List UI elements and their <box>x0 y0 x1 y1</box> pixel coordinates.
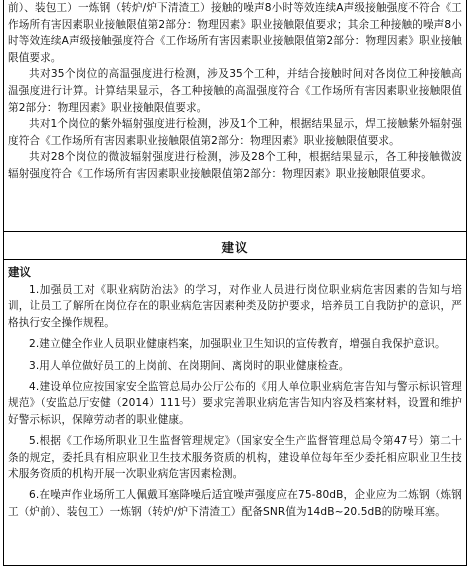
report-page <box>3 0 467 566</box>
uv-finding-paragraph: 共对1个岗位的紫外辐射强度进行检测，涉及1个工种，根据结果显示，焊工接触紫外辐射强度符合《工作场所有害因素职业接触限值第2部分：物理因素》职业接触限值要求。 <box>8 118 462 147</box>
recommendation-item: 4.建设单位应按国家安全监管总局办公厅公布的《用人单位职业病危害告知与警示标识管理规范》（安监总厅安健（2014）111号）要求完善职业病危害告知内容及档案材料，设置和维护好警示标识，保障劳动者的职业健康。 <box>8 381 462 426</box>
recommendation-item: 6.在噪声作业场所工人佩戴耳塞降噪后适宜噪声强度应在75-80dB，企业应为二炼钢（炼钢工（炉前）、装包工）一炼钢（转炉/炉下清渣工）配备SNR值为14dB~20.5dB的防噪耳塞。 <box>8 489 462 518</box>
recommendations-section <box>8 264 462 520</box>
recommendation-item: 3.用人单位做好员工的上岗前、在岗期间、离岗时的职业健康检查。 <box>29 359 350 372</box>
microwave-finding-paragraph: 共对28个岗位的微波辐射强度进行检测，涉及28个工种，根据结果显示，各工种接触微波辐射强度符合《工作场所有害因素职业接触限值第2部分：物理因素》职业接触限值要求。 <box>8 151 462 180</box>
section-heading: 建议 <box>221 240 249 255</box>
recommendation-item: 2.建立健全作业人员职业健康档案，加强职业卫生知识的宣传教育，增强自我保护意识。 <box>29 338 446 351</box>
noise-finding-paragraph: 前）、装包工）一炼钢（转炉/炉下清渣工）接触的噪声8小时等效连续A声级接触强度不符合《工作场所有害因素职业接触限值第2部分：物理因素》职业接触限值要求；其余工种接触的噪声8小时等效连续A声级接触强度符合《工作场所有害因素职业接触限值第2部分：物理因素》职业接触限值要求。 <box>8 2 462 64</box>
findings-section <box>8 0 462 183</box>
recommendations-title: 建议 <box>8 265 31 279</box>
table-divider-top <box>4 231 466 232</box>
heat-finding-paragraph: 共对35个岗位的高温强度进行检测，涉及35个工种，并结合接触时间对各岗位工种接触高温强度进行计算。计算结果显示，各工种接触的高温强度符合《工作场所有害因素职业接触限值第2部分：物理因素》职业接触限值要求。 <box>8 68 462 114</box>
recommendation-item: 5.根据《工作场所职业卫生监督管理规定》（国家安全生产监督管理总局令第47号）第二十条的规定，委托具有相应职业卫生技术服务资质的机构，建设单位每年至少委托相应职业卫生技术服务资质的机构开展一次职业病危害因素检测。 <box>8 435 462 481</box>
recommendation-item: 1.加强员工对《职业病防治法》的学习，对作业人员进行岗位职业病危害因素的告知与培训，让员工了解所在岗位存在的职业病危害因素种类及防护要求，培养员工自我防护的意识，严格执行安全操作规程。 <box>8 284 462 329</box>
table-divider-bottom <box>4 259 466 260</box>
